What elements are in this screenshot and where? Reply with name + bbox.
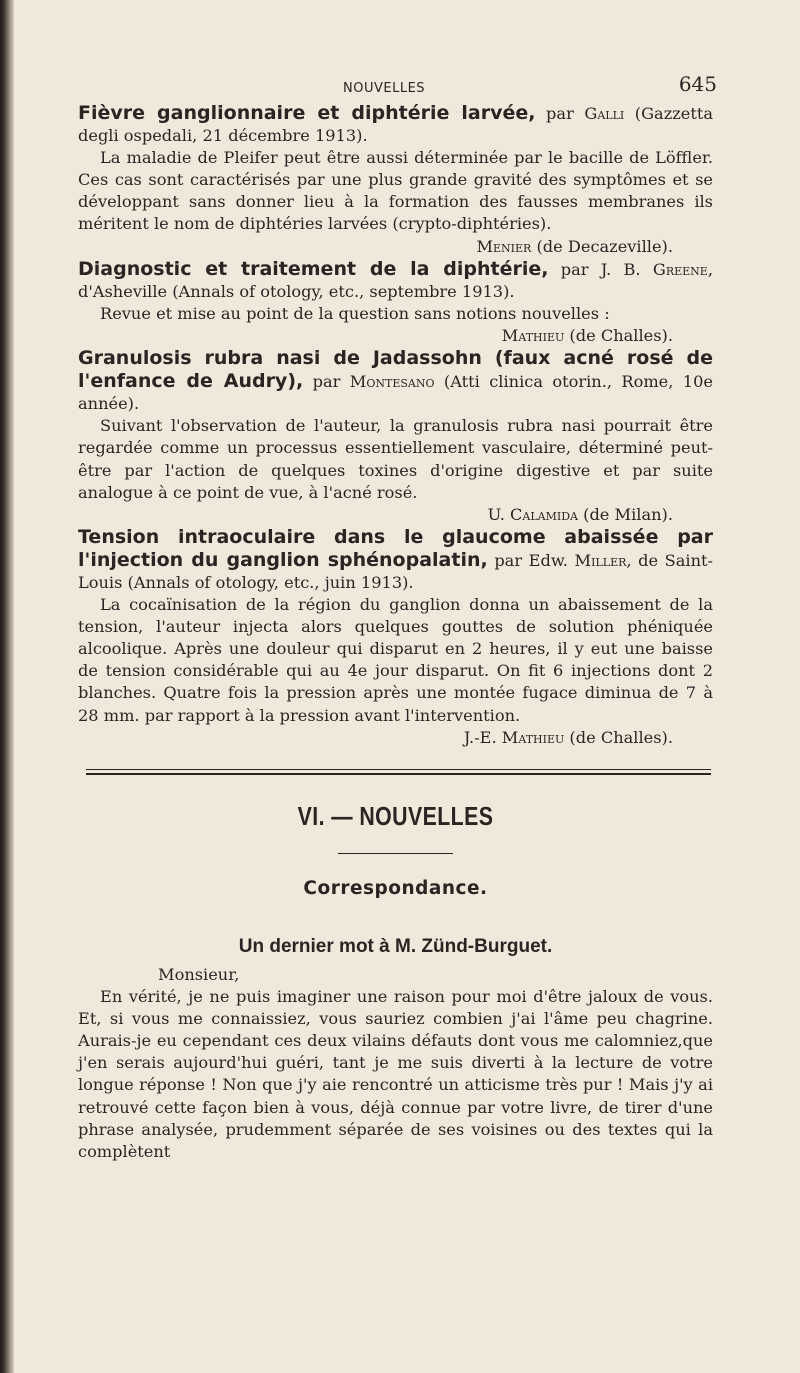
article-1-signature [78, 236, 673, 258]
article-3-signature [78, 504, 673, 526]
article-4-body: La cocaïnisation de la région du ganglion donna un abaissement de la tension, l'auteur injecta alors quelques gouttes de solution phéniquée alcoolique. Après une douleur qui disparut en 2 heures, il y eut une baisse de tension considérable qui au 4e jour disparut. On fit 6 injections dont 2 blanches. Quatre fois la pression après une montée fugace diminua de 7 à 28 mm. par rapport à la pression avant l'intervention. [78, 595, 713, 725]
section-title: VI. — NOUVELLES [297, 800, 494, 831]
article-1-title: Fièvre ganglionnaire et diphtérie larvée, [78, 102, 536, 124]
letter-title: Un dernier mot à M. Zünd-Burguet. [238, 935, 553, 957]
article-4-signature-place: (de Challes). [564, 727, 673, 747]
article-3-author: Montesano [349, 372, 435, 392]
subsection-title: Correspondance. [303, 877, 488, 899]
article-1-heading [78, 102, 713, 147]
article-2-by: par J. B. [548, 259, 653, 279]
letter-body: En vérité, je ne puis imaginer une raison pour moi d'être jaloux de vous. Et, si vous me connaissiez, vous sauriez combien j'ai l'âme peu chagrine. Aurais-je eu cependant ces deux vilains défauts dont vous me calomniez,que j'en serais aujourd'hui guéri, tant je me suis diverti à la lecture de votre longue réponse ! Non que j'y aie rencontré un atticisme très pur ! Mais j'y ai retrouvé cette façon bien à vous, déjà connue par votre livre, de tirer d'une phrase analysée, prudemment séparée de ses voisines ou des textes qui la complètent [78, 987, 713, 1161]
article-2-title: Diagnostic et traitement de la diphtérie, [78, 257, 549, 280]
article-4-heading [78, 526, 713, 594]
page-number: 645 [678, 72, 717, 96]
article-3-heading [78, 347, 713, 415]
running-head: NOUVELLES [343, 81, 426, 96]
article-2-source: , d'Asheville (Annals of otology, etc., septembre 1913). [78, 259, 713, 301]
article-4-signature-name: J.-E. Mathieu [463, 727, 565, 747]
article-2-heading [78, 258, 713, 303]
article-1-body: La maladie de Pleifer peut être aussi déterminée par le bacille de Löffler. Ces cas sont caractérisés par une plus grande gravité des symptômes et se développant sans donner lieu à la formation des fausses membranes ils méritent le nom de diphtéries larvées (crypto-diphtéries). [78, 148, 713, 234]
article-2-signature [78, 325, 673, 347]
article-2-signature-name: Mathieu [501, 325, 565, 345]
article-4-title: Tension intraoculaire dans le glaucome abaissée par l'injection du ganglion sphénopalatin, [78, 525, 713, 571]
article-4-author: Miller [574, 550, 627, 570]
article-1-signature-place: (de Decazeville). [531, 236, 673, 256]
book-spine-shadow [0, 0, 14, 1373]
article-2-body: Revue et mise au point de la question sans notions nouvelles : [100, 303, 610, 323]
article-4-source: , de Saint-Louis (Annals of otology, etc., juin 1913). [78, 550, 714, 592]
section-short-rule [338, 853, 453, 854]
article-2-signature-place: (de Challes). [564, 325, 673, 345]
article-1-signature-name: Menier [476, 236, 532, 256]
section-divider-thin [86, 769, 711, 770]
article-1-author: Galli [584, 104, 625, 123]
article-3-signature-name: U. Calamida [487, 504, 578, 524]
article-4-signature [78, 727, 673, 749]
section-divider-thick [86, 773, 711, 775]
article-1-source: (Gazzetta degli ospedali, 21 décembre 1913). [78, 104, 714, 146]
article-1-by: par [535, 104, 585, 123]
article-3-signature-place: (de Milan). [577, 504, 673, 524]
letter-salutation: Monsieur, [158, 965, 240, 984]
article-4-by: par Edw. [487, 550, 575, 570]
article-3-by: par [303, 372, 350, 392]
article-3-source: (Atti clinica otorin., Rome, 10e année). [78, 372, 713, 414]
article-3-title: Granulosis rubra nasi de Jadassohn (faux acné rosé de l'enfance de Audry), [78, 347, 713, 393]
page-header [78, 70, 717, 102]
article-3-body: Suivant l'observation de l'auteur, la granulosis rubra nasi pourrait être regardée comme un processus essentiellement vasculaire, déterminé peut-être par l'action de quelques toxines d'origine digestive et par suite analogue à ce point de vue, à l'acné rosé. [78, 416, 713, 502]
page [78, 70, 717, 1163]
article-2-author: Greene [652, 259, 708, 279]
